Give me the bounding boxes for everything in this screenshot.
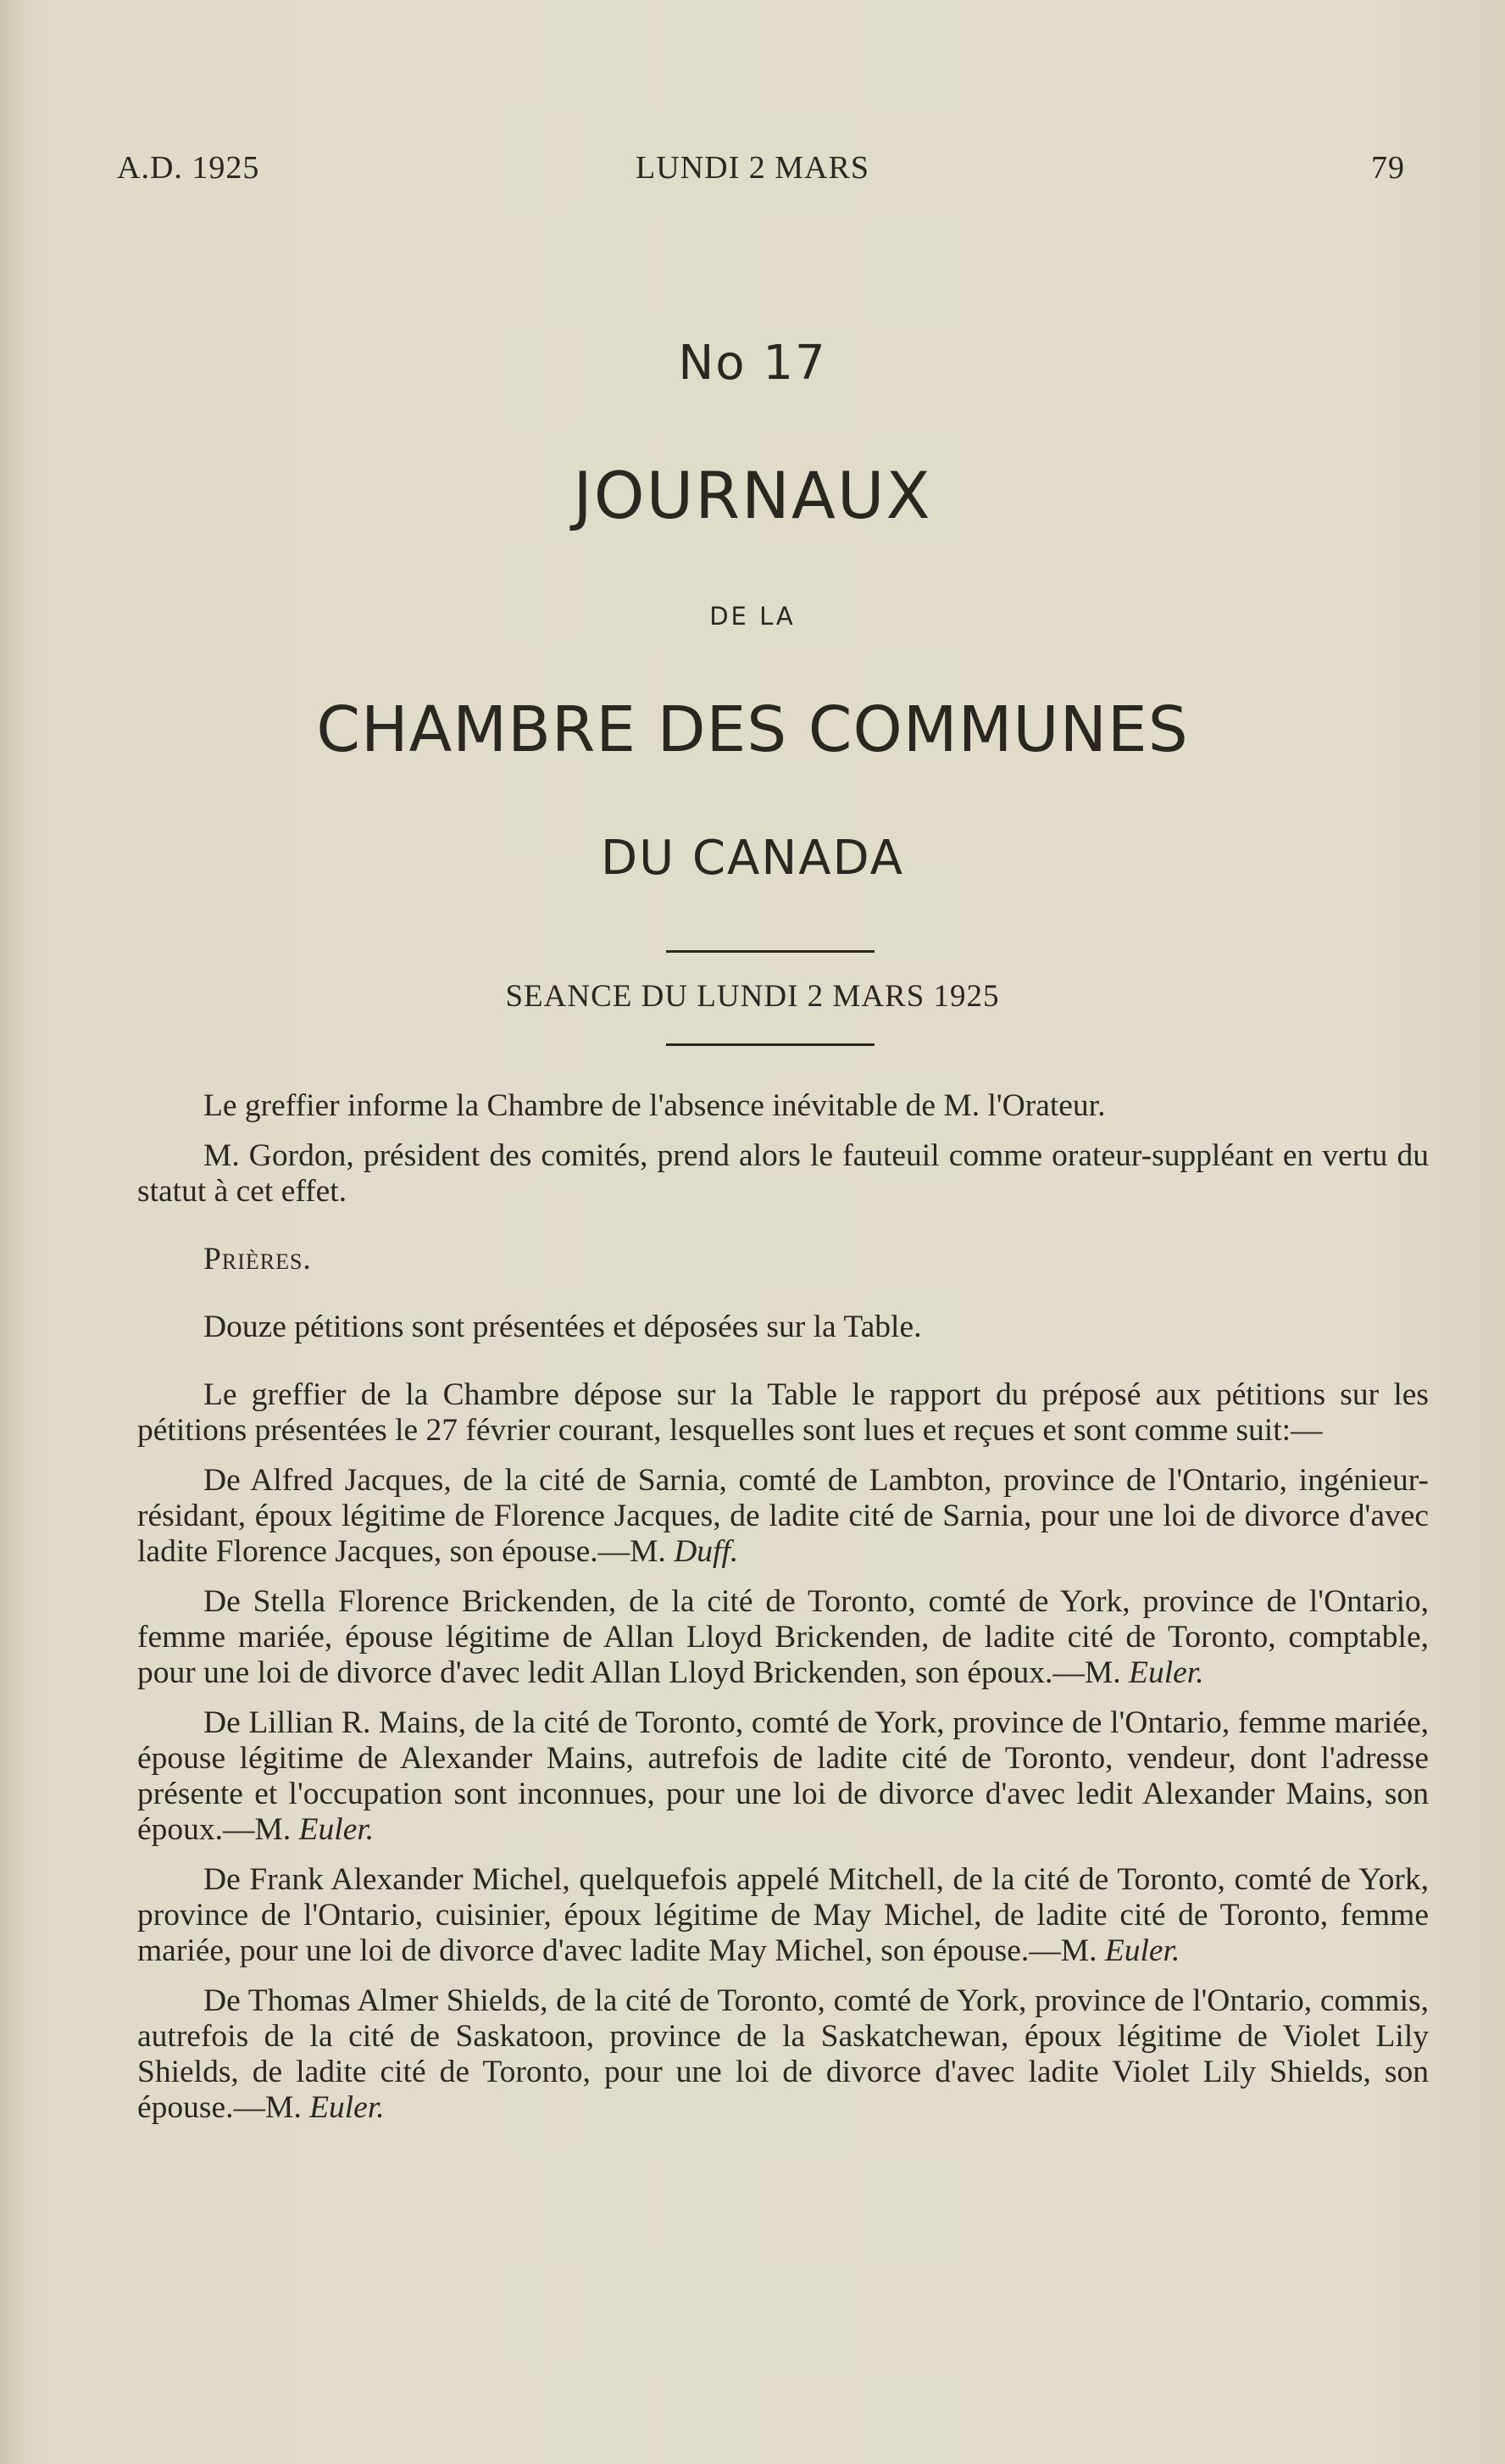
paragraph-petitions: Douze pétitions sont présentées et déposées sur la Table.: [203, 1310, 922, 1344]
petition-text: De Frank Alexander Michel, quelquefois appelé Mitchell, de la cité de Toronto, comté de York, province de l'Ontario, cuisinier, époux légitime de May Michel, de ladite cité de Toronto, femme mariée, pour une loi de divorce d'avec ladite May Michel, son épouse.—M.: [137, 1862, 1429, 1968]
petition-member: Euler.: [309, 2090, 385, 2125]
divider-top: [666, 950, 875, 953]
petition-item: [137, 1463, 1429, 1570]
header-date: LUNDI 2 MARS: [636, 150, 869, 186]
journal-number: No 17: [678, 336, 827, 391]
title-de-la: DE LA: [709, 602, 796, 631]
petition-member: Euler.: [1104, 1933, 1180, 1968]
journal-body: [137, 1088, 1429, 2140]
paragraph-prayers: Prières.: [203, 1242, 312, 1276]
header-year: A.D. 1925: [117, 150, 260, 186]
petition-item: [137, 1705, 1429, 1848]
petition-text: De Alfred Jacques, de la cité de Sarnia, comté de Lambton, province de l'Ontario, ingénieur-résidant, époux légitime de Florence Jacques, de ladite cité de Sarnia, pour une loi de divorce d'avec ladite Florence Jacques, son épouse.—M.: [137, 1463, 1429, 1569]
petition-item: [137, 1983, 1429, 2126]
divider-bottom: [666, 1043, 875, 1046]
petition-item: [137, 1584, 1429, 1691]
petition-text: De Thomas Almer Shields, de la cité de Toronto, comté de York, province de l'Ontario, commis, autrefois de la cité de Saskatoon, province de la Saskatchewan, époux légitime de Violet Lily Shields, de ladite cité de Toronto, pour une loi de divorce d'avec ladite Violet Lily Shields, son épouse.—M.: [137, 1983, 1429, 2125]
title-journaux: JOURNAUX: [573, 458, 932, 533]
petition-text: De Lillian R. Mains, de la cité de Toronto, comté de York, province de l'Ontario, femme mariée, épouse légitime de Alexander Mains, autrefois de ladite cité de Toronto, vendeur, dont l'adresse présente et l'occupation sont inconnues, pour une loi de divorce d'avec ledit Alexander Mains, son époux.—M.: [137, 1705, 1429, 1847]
title-du-canada: DU CANADA: [601, 831, 904, 886]
petition-member: Euler.: [1129, 1655, 1204, 1690]
petition-text: De Stella Florence Brickenden, de la cité de Toronto, comté de York, province de l'Ontario, femme mariée, épouse légitime de Allan Lloyd Brickenden, de ladite cité de Toronto, comptable, pour une loi de divorce d'avec ledit Allan Lloyd Brickenden, son époux.—M.: [137, 1584, 1429, 1690]
title-chambre: CHAMBRE DES COMMUNES: [316, 693, 1189, 766]
session-heading: SEANCE DU LUNDI 2 MARS 1925: [505, 979, 1000, 1014]
header-page-number: 79: [1371, 150, 1405, 186]
paragraph-absence: Le greffier informe la Chambre de l'absence inévitable de M. l'Orateur.: [203, 1088, 1106, 1123]
petition-member: Duff.: [674, 1534, 739, 1569]
petition-item: [137, 1862, 1429, 1969]
petition-member: Euler.: [298, 1812, 375, 1847]
paragraph-clerk-report: Le greffier de la Chambre dépose sur la Table le rapport du préposé aux pétitions sur les pétitions présentées le 27 février courant, lesquelles sont lues et reçues et sont comme suit:—: [137, 1377, 1429, 1448]
paragraph-deputy-speaker: M. Gordon, président des comités, prend alors le fauteuil comme orateur-suppléant en vertu du statut à cet effet.: [137, 1138, 1429, 1209]
